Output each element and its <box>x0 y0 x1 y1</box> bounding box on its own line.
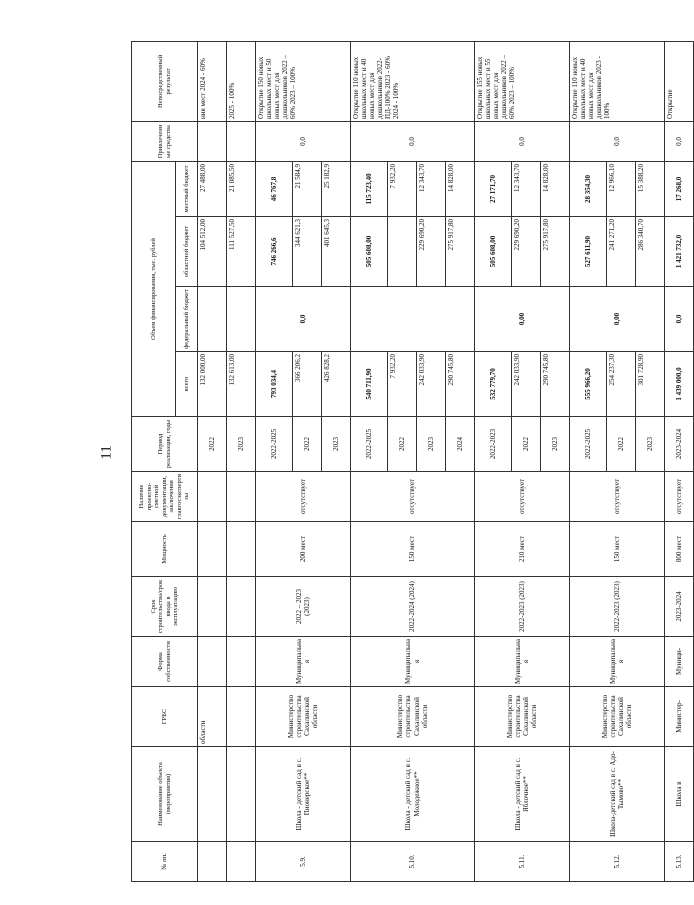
period-cell: 2022-2025 <box>570 417 607 472</box>
federal-cell <box>198 287 227 352</box>
local-cell: 14 828,00 <box>446 161 475 216</box>
regional-cell: 275 917,80 <box>446 217 475 287</box>
total-cell: 132 613,00 <box>227 352 256 417</box>
capacity-cell: 200 мест <box>256 522 351 577</box>
form-cell: Муниципальная <box>475 637 570 687</box>
name-cell <box>227 747 256 842</box>
result-cell: Открытие <box>665 41 694 121</box>
local-cell: 25 182,9 <box>322 161 351 216</box>
grbs-cell: Министерство строительства Сахалинской области <box>256 687 351 747</box>
name-cell: Школа-детский сад в с. Адо-Тымово** <box>570 747 665 842</box>
total-cell: 7 932,20 <box>388 352 417 417</box>
num-cell: 5.12. <box>570 842 665 882</box>
total-cell: 555 966,20 <box>570 352 607 417</box>
period-cell: 2022 <box>293 417 322 472</box>
header-private: Привлеченные средства <box>132 121 198 161</box>
form-cell <box>198 637 227 687</box>
capacity-cell: 150 мест <box>570 522 665 577</box>
header-term: Срок строительства/срок ввода в эксплуатацию <box>132 577 198 637</box>
regional-cell: 505 608,00 <box>475 217 512 287</box>
period-cell: 2022 <box>512 417 541 472</box>
total-cell: 242 033,90 <box>417 352 446 417</box>
table-row <box>227 41 256 881</box>
capacity-cell <box>198 522 227 577</box>
total-cell: 290 745,80 <box>446 352 475 417</box>
term-cell: 2022 – 2023 (2023) <box>256 577 351 637</box>
private-cell: 0,0 <box>256 121 351 161</box>
result-cell: ния мест 2024 - 60% <box>198 41 227 121</box>
regional-cell <box>388 217 417 287</box>
form-cell: Муници- <box>665 637 694 687</box>
term-cell <box>227 577 256 637</box>
total-cell: 242 033,90 <box>512 352 541 417</box>
form-cell: Муниципальная <box>351 637 475 687</box>
capacity-cell: 800 мест <box>665 522 694 577</box>
object-row <box>351 41 388 881</box>
grbs-cell <box>227 687 256 747</box>
regional-cell: 505 608,00 <box>351 217 388 287</box>
rotated-table-container <box>131 42 683 882</box>
docs-cell: отсутствует <box>570 472 665 522</box>
table-row <box>198 41 227 881</box>
docs-cell: отсутствует <box>475 472 570 522</box>
local-cell: 15 388,20 <box>636 161 665 216</box>
local-cell: 7 932,20 <box>388 161 417 216</box>
capacity-cell: 150 мест <box>351 522 475 577</box>
name-cell <box>198 747 227 842</box>
regional-cell: 527 611,90 <box>570 217 607 287</box>
regional-cell: 401 645,3 <box>322 217 351 287</box>
docs-cell <box>198 472 227 522</box>
local-cell: 14 828,00 <box>541 161 570 216</box>
total-cell: 366 206,2 <box>293 352 322 417</box>
form-cell: Муниципальная <box>570 637 665 687</box>
federal-cell: 0,00 <box>475 287 570 352</box>
num-cell: 5.10. <box>351 842 475 882</box>
regional-cell: 104 512,00 <box>198 217 227 287</box>
grbs-cell: Министер- <box>665 687 694 747</box>
federal-cell: 0,0 <box>665 287 694 352</box>
term-cell: 2023-2024 <box>665 577 694 637</box>
name-cell: Школа - детский сад в с. Яблочное** <box>475 747 570 842</box>
name-cell: Школа - детский сад в с. Пионерское** <box>256 747 351 842</box>
total-cell: 290 745,80 <box>541 352 570 417</box>
regional-cell: 286 340,70 <box>636 217 665 287</box>
header-docs: Наличие проектно-сметной документации, заключения главгосэкспертизы <box>132 472 198 522</box>
header-name: Наименование объекта (мероприятия) <box>132 747 198 842</box>
name-cell: Школа - детский сад в с. Молодежное** <box>351 747 475 842</box>
header-period: Период реализации, годы <box>132 417 198 472</box>
num-cell <box>227 842 256 882</box>
grbs-cell: Министерство строительства Сахалинской области <box>351 687 475 747</box>
grbs-cell: Министерство строительства Сахалинской области <box>570 687 665 747</box>
header-total: всего <box>176 352 198 417</box>
financing-table <box>131 41 694 882</box>
num-cell: 5.13. <box>665 842 694 882</box>
private-cell <box>198 121 227 161</box>
local-cell: 21 085,50 <box>227 161 256 216</box>
result-cell: Открытие 110 новых школьных мест и 40 новых мест для дошкольников 2023 - 100% <box>570 41 665 121</box>
regional-cell: 241 271,20 <box>607 217 636 287</box>
period-cell: 2023 <box>227 417 256 472</box>
term-cell: 2022-2024 (2024) <box>351 577 475 637</box>
private-cell: 0,0 <box>475 121 570 161</box>
header-regional: областной бюджет <box>176 217 198 287</box>
term-cell: 2022-2023 (2023) <box>475 577 570 637</box>
num-cell: 5.11. <box>475 842 570 882</box>
header-capacity: Мощность <box>132 522 198 577</box>
capacity-cell <box>227 522 256 577</box>
local-cell: 115 723,40 <box>351 161 388 216</box>
object-row <box>256 41 293 881</box>
regional-cell: 229 690,20 <box>512 217 541 287</box>
period-cell: 2023-2024 <box>665 417 694 472</box>
regional-cell: 344 621,3 <box>293 217 322 287</box>
total-cell: 254 237,30 <box>607 352 636 417</box>
term-cell: 2022-2023 (2023) <box>570 577 665 637</box>
total-cell: 793 034,4 <box>256 352 293 417</box>
period-cell: 2024 <box>446 417 475 472</box>
local-cell: 21 584,9 <box>293 161 322 216</box>
object-row <box>570 41 607 881</box>
total-cell: 132 000,00 <box>198 352 227 417</box>
result-cell: Открытие 150 новых школьных мест и 50 новых мест для дошкольников 2022 – 60% 2023 – 100% <box>256 41 351 121</box>
header-form: Форма собственности <box>132 637 198 687</box>
regional-cell: 229 690,20 <box>417 217 446 287</box>
result-cell: Открытие 110 новых школьных мест и 40 новых мест для дошкольников 2022-ПД-100% 2023 - 60% 2024 - 100% <box>351 41 475 121</box>
private-cell <box>227 121 256 161</box>
form-cell <box>227 637 256 687</box>
private-cell: 0,0 <box>570 121 665 161</box>
total-cell: 532 779,70 <box>475 352 512 417</box>
docs-cell: отсутствует <box>256 472 351 522</box>
private-cell: 0,0 <box>351 121 475 161</box>
local-cell: 27 171,70 <box>475 161 512 216</box>
local-cell: 12 343,70 <box>417 161 446 216</box>
period-cell: 2022-2025 <box>351 417 388 472</box>
header-local: местный бюджет <box>176 161 198 216</box>
regional-cell: 746 266,6 <box>256 217 293 287</box>
capacity-cell: 210 мест <box>475 522 570 577</box>
grbs-cell: области <box>198 687 227 747</box>
docs-cell <box>227 472 256 522</box>
federal-cell: 0,0 <box>256 287 351 352</box>
docs-cell: отсутствует <box>665 472 694 522</box>
result-cell: Открытие 155 новых школьных мест и 55 новых мест для дошкольников 2022 – 60% 2023 – 100% <box>475 41 570 121</box>
regional-cell: 275 917,80 <box>541 217 570 287</box>
term-cell <box>198 577 227 637</box>
period-cell: 2023 <box>636 417 665 472</box>
period-cell: 2022 <box>198 417 227 472</box>
num-cell <box>198 842 227 882</box>
grbs-cell: Министерство строительства Сахалинской области <box>475 687 570 747</box>
period-cell: 2023 <box>322 417 351 472</box>
header-row <box>132 41 176 881</box>
period-cell: 2022 <box>607 417 636 472</box>
private-cell: 0,0 <box>665 121 694 161</box>
header-financing: Объем финансирования, тыс. рублей <box>132 161 176 416</box>
local-cell: 12 966,10 <box>607 161 636 216</box>
period-cell: 2023 <box>417 417 446 472</box>
local-cell: 46 767,8 <box>256 161 293 216</box>
federal-cell <box>227 287 256 352</box>
local-cell: 12 343,70 <box>512 161 541 216</box>
page-number: 11 <box>98 445 115 460</box>
period-cell: 2022-2023 <box>475 417 512 472</box>
federal-cell: 0,00 <box>570 287 665 352</box>
header-grbs: ГРБС <box>132 687 198 747</box>
period-cell: 2023 <box>541 417 570 472</box>
local-cell: 17 268,0 <box>665 161 694 216</box>
period-cell: 2022 <box>388 417 417 472</box>
local-cell: 28 354,30 <box>570 161 607 216</box>
object-row <box>475 41 512 881</box>
docs-cell: отсутствует <box>351 472 475 522</box>
result-cell: 2025 - 100% <box>227 41 256 121</box>
regional-cell: 1 421 732,0 <box>665 217 694 287</box>
period-cell: 2022-2025 <box>256 417 293 472</box>
total-cell: 426 828,2 <box>322 352 351 417</box>
regional-cell: 111 527,50 <box>227 217 256 287</box>
name-cell: Школа в <box>665 747 694 842</box>
total-cell: 301 728,90 <box>636 352 665 417</box>
local-cell: 27 488,00 <box>198 161 227 216</box>
form-cell: Муниципальная <box>256 637 351 687</box>
header-num: № пп. <box>132 842 198 882</box>
header-federal: федеральный бюджет <box>176 287 198 352</box>
federal-cell <box>351 287 475 352</box>
object-row <box>665 41 694 881</box>
total-cell: 540 711,90 <box>351 352 388 417</box>
header-result: Непосредственный результат <box>132 41 198 121</box>
num-cell: 5.9. <box>256 842 351 882</box>
total-cell: 1 439 000,0 <box>665 352 694 417</box>
